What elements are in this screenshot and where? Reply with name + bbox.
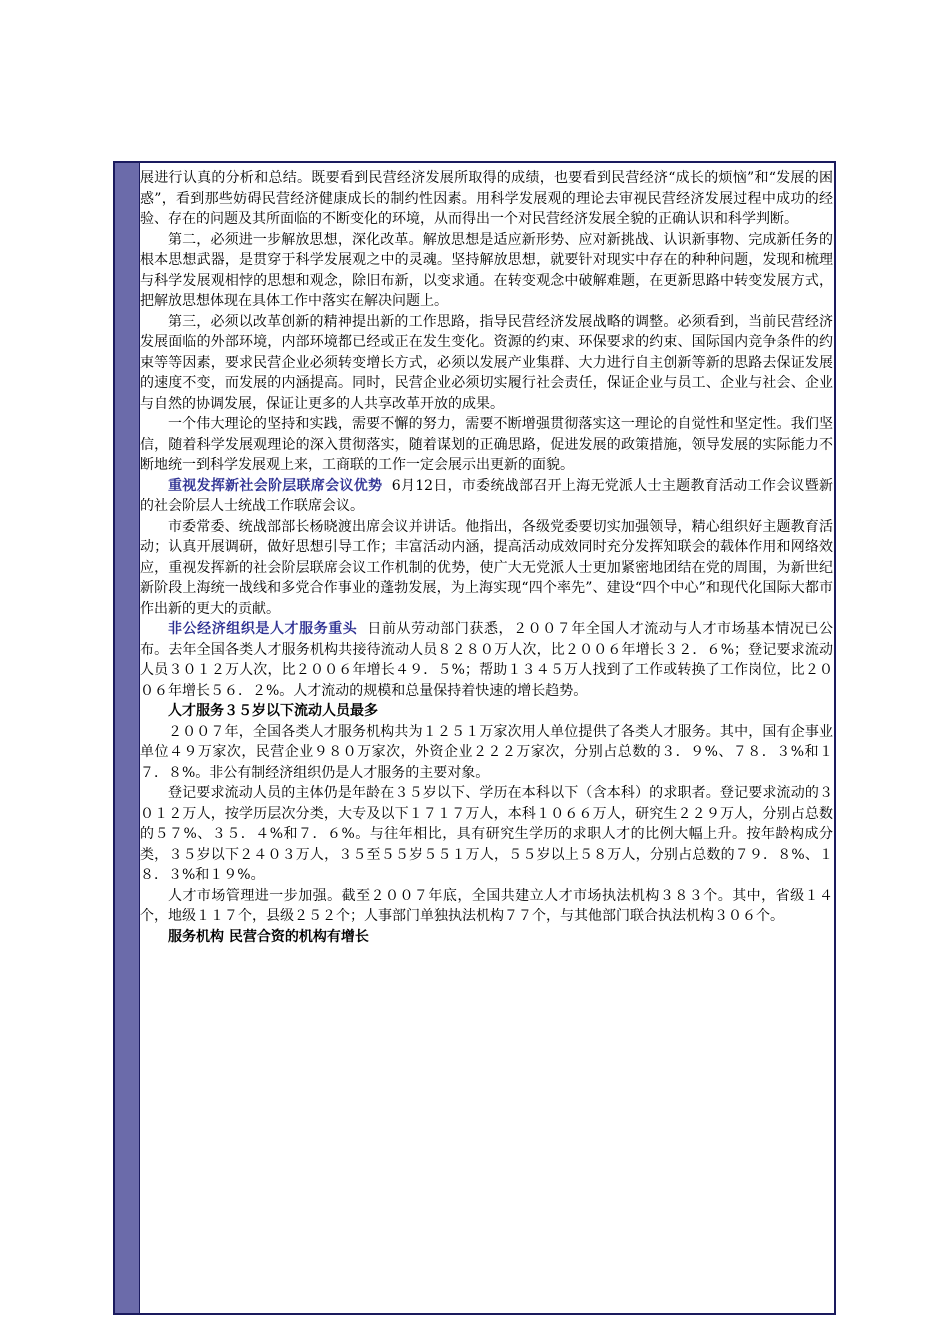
paragraph-intro: 展进行认真的分析和总结。既要看到民营经济发展所取得的成绩，也要看到民营经济“成长的烦恼”和“发展的困惑”，看到那些妨碍民营经济健康成长的制约性因素。用科学发展观的理论去审视民营经济发展过程中成功的经验、存在的问题及其所面临的不断变化的环境，从而得出一个对民营经济发展全貌的正确认识和科学判断。 — [140, 170, 833, 227]
paragraph-stats-1: ２００７年，全国各类人才服务机构共为１２５１万家次用人单位提供了各类人才服务。其中，国有企事业单位４９万家次，民营企业９８０万家次，外资企业２２２万家次，分别占总数的３．９%、７８．３%和１７．８%。非公有制经济组织仍是人才服务的主要对象。 — [140, 723, 833, 781]
paragraph-stats-2: 登记要求流动人员的主体仍是年龄在３５岁以下、学历在本科以下（含本科）的求职者。登记要求流动的３０１２万人，按学历层次分类，大专及以下１７１７万人，本科１０６６万人，研究生２２９万人，分别占总数的５７%、３５．４%和７．６%。与往年相比，具有研究生学历的求职人才的比例大幅上升。按年龄构成分类，３５岁以下２４０３万人，３５至５５岁５５１万人，５５岁以上５８万人，分别占总数的７９．８%、１８．３%和１９%。 — [140, 785, 833, 883]
paragraph-second: 第二，必须进一步解放思想，深化改革。解放思想是适应新形势、应对新挑战、认识新事物、完成新任务的根本思想武器，是贯穿于科学发展观之中的灵魂。坚持解放思想，就要针对现实中存在的种种问题，发现和梳理与科学发展观相悖的思想和观念，除旧布新，以变求通。在转变观念中破解难题，在更新思路中转变发展方式，把解放思想体现在具体工作中落实在解决问题上。 — [140, 231, 833, 309]
sidebar-bar — [115, 163, 140, 1313]
paragraph-stats-3: 人才市场管理进一步加强。截至２００７年底，全国共建立人才市场执法机构３８３个。其中，省级１４个，地级１１７个，县级２５２个；人事部门单独执法机构７７个，与其他部门联合执法机构３０６个。 — [140, 887, 833, 924]
paragraph-news-2 — [140, 619, 833, 701]
paragraph-news-1-detail: 市委常委、统战部部长杨晓渡出席会议并讲话。他指出，各级党委要切实加强领导，精心组织好主题教育活动；认真开展调研，做好思想引导工作；丰富活动内涵，提高活动成效同时充分发挥知联会的载体作用和网络效应，重视发挥新的社会阶层联席会议工作机制的优势，使广大无党派人士更加紧密地团结在党的周围，为新世纪新阶段上海统一战线和多党合作事业的蓬勃发展，为上海实现“四个率先”、建设“四个中心”和现代化国际大都市作出新的更大的贡献。 — [140, 518, 833, 617]
document-content — [140, 168, 833, 947]
section-heading-1: 人才服务３５岁以下流动人员最多 — [168, 703, 378, 719]
news-headline-2: 非公经济组织是人才服务重头 — [168, 621, 358, 637]
page-frame — [113, 161, 836, 1315]
news-headline-1: 重视发挥新社会阶层联席会议优势 — [168, 477, 383, 494]
paragraph-conclusion: 一个伟大理论的坚持和实践，需要不懈的努力，需要不断增强贯彻落实这一理论的自觉性和坚定性。我们坚信，随着科学发展观理论的深入贯彻落实，随着谋划的正确思路，促进发展的政策措施，领导发展的实际能力不断地统一到科学发展观上来，工商联的工作一定会展示出更新的面貌。 — [140, 416, 833, 473]
paragraph-news-1 — [140, 476, 833, 517]
section-heading-2: 服务机构 民营合资的机构有增长 — [168, 928, 369, 945]
paragraph-third: 第三，必须以改革创新的精神提出新的工作思路，指导民营经济发展战略的调整。必须看到，当前民营经济发展面临的外部环境，内部环境都已经或正在发生变化。资源的约束、环保要求的约束、国际国内竞争条件的约束等等因素，要求民营企业必须转变增长方式，必须以发展产业集群、大力进行自主创新等新的思路去保证发展的速度不变，而发展的内涵提高。同时，民营企业必须切实履行社会责任，保证企业与员工、企业与社会、企业与自然的协调发展，保证让更多的人共享改革开放的成果。 — [140, 313, 833, 412]
news-body-1: 6月12日，市委统战部召开上海无党派人士主题教育活动工作会议暨新的社会阶层人士统战工作联席会议。 — [140, 477, 833, 514]
news-body-2: 日前从劳动部门获悉，２００７年全国人才流动与人才市场基本情况已公布。去年全国各类人才服务机构共接待流动人员８２８０万人次，比２００６年增长３２．６%；登记要求流动人员３０１２万人次，比２００６年增长４９．５%；帮助１３４５万人找到了工作或转换了工作岗位，比２００６年增长５６．２%。人才流动的规模和总量保持着快速的增长趋势。 — [140, 621, 834, 699]
